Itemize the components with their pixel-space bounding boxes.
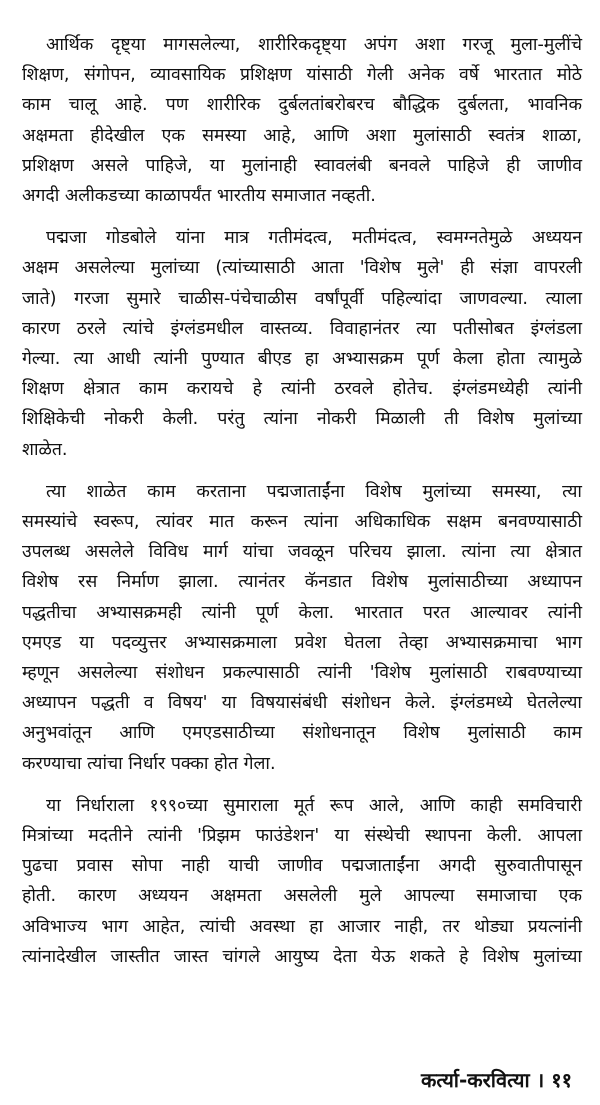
text-line: शाळेत. <box>22 439 68 460</box>
text-line: या निर्धाराला १९९०च्या सुमाराला मूर्त रूप आले, आणि काही समविचारी <box>46 795 582 816</box>
page-footer: कर्त्या-करवित्या । ११ <box>421 1068 572 1092</box>
paragraph-1 <box>22 30 582 211</box>
text-line: विशेष रस निर्माण झाला. त्यानंतर कॅनडात विशेष मुलांसाठीच्या अध्यापन <box>22 572 582 593</box>
paragraph-3 <box>22 477 582 779</box>
text-line: अविभाज्य भाग आहेत, त्यांची अवस्था हा आजार नाही, तर थोड्या प्रयत्नांनी <box>22 916 582 937</box>
text-line: होती. कारण अध्ययन अक्षमता असलेली मुले आपल्या समाजाचा एक <box>22 886 582 907</box>
text-line: पद्धतीचा अभ्यासक्रमही त्यांनी पूर्ण केला. भारतात परत आल्यावर त्यांनी <box>22 602 582 623</box>
text-line: अध्यापन पद्धती व विषय' या विषयासंबंधी संशोधन केले. इंग्लंडमध्ये घेतलेल्या <box>22 693 582 714</box>
text-line: गेल्या. त्या आधी त्यांनी पुण्यात बीएड हा अभ्यासक्रम पूर्ण केला होता त्यामुळे <box>22 349 582 370</box>
text-line: उपलब्ध असलेले विविध मार्ग यांचा जवळून परिचय झाला. त्यांना त्या क्षेत्रात <box>22 542 582 563</box>
text-line: अनुभवांतून आणि एमएडसाठीच्या संशोधनातून विशेष मुलांसाठी काम <box>22 723 582 744</box>
text-line: पद्मजा गोडबोले यांना मात्र गतीमंदत्व, मतीमंदत्व, स्वमग्नतेमुळे अध्ययन <box>46 228 582 249</box>
text-line: आर्थिक दृष्ट्या मागसलेल्या, शारीरिकदृष्ट्या अपंग अशा गरजू मुला-मुलींचे <box>46 35 582 55</box>
text-line: त्या शाळेत काम करताना पद्मजाताईंना विशेष मुलांच्या समस्या, त्या <box>46 481 582 502</box>
paragraph-4 <box>22 791 582 972</box>
text-line: त्यांनादेखील जास्तीत जास्त चांगले आयुष्य देता येऊ शकते हे विशेष मुलांच्या <box>22 946 582 967</box>
text-line: प्रशिक्षण असले पाहिजे, या मुलांनाही स्वावलंबी बनवले पाहिजे ही जाणीव <box>22 155 582 176</box>
text-line: म्हणून असलेल्या संशोधन प्रकल्पासाठी त्यांनी 'विशेष मुलांसाठी राबवण्याच्या <box>22 663 582 684</box>
text-line: अक्षमता हीदेखील एक समस्या आहे, आणि अशा मुलांसाठी स्वतंत्र शाळा, <box>22 125 582 146</box>
text-line: करण्याचा त्यांचा निर्धार पक्का होत गेला. <box>22 753 276 774</box>
text-line: अगदी अलीकडच्या काळापर्यंत भारतीय समाजात नव्हती. <box>22 186 376 207</box>
text-line: अक्षम असलेल्या मुलांच्या (त्यांच्यासाठी आता 'विशेष मुले' ही संज्ञा वापरली <box>22 258 582 279</box>
text-line: जाते) गरजा सुमारे चाळीस-पंचेचाळीस वर्षांपूर्वी पहिल्यांदा जाणवल्या. त्याला <box>22 288 582 309</box>
text-line: शिक्षण क्षेत्रात काम करायचे हे त्यांनी ठरवले होतेच. इंग्लंडमध्येही त्यांनी <box>22 379 582 400</box>
text-line: शिक्षिकेची नोकरी केली. परंतु त्यांना नोकरी मिळाली ती विशेष मुलांच्या <box>22 409 582 430</box>
text-line: एमएड या पदव्युत्तर अभ्यासक्रमाला प्रवेश घेतला तेव्हा अभ्यासक्रमाचा भाग <box>22 632 582 653</box>
page-body <box>22 30 582 984</box>
text-line: शिक्षण, संगोपन, व्यावसायिक प्रशिक्षण यांसाठी गेली अनेक वर्षे भारतात मोठे <box>22 65 582 86</box>
paragraph-2 <box>22 223 582 465</box>
text-line: काम चालू आहे. पण शारीरिक दुर्बलतांबरोबरच बौद्धिक दुर्बलता, भावनिक <box>22 95 582 116</box>
text-line: कारण ठरले त्यांचे इंग्लंडमधील वास्तव्य. विवाहानंतर त्या पतीसोबत इंग्लंडला <box>22 318 582 339</box>
text-line: मित्रांच्या मदतीने त्यांनी 'प्रिझम फाउंडेशन' या संस्थेची स्थापना केली. आपला <box>22 826 582 847</box>
text-line: पुढचा प्रवास सोपा नाही याची जाणीव पद्मजाताईंना अगदी सुरुवातीपासून <box>22 856 582 877</box>
text-line: समस्यांचे स्वरूप, त्यांवर मात करून त्यांना अधिकाधिक सक्षम बनवण्यासाठी <box>22 512 582 533</box>
